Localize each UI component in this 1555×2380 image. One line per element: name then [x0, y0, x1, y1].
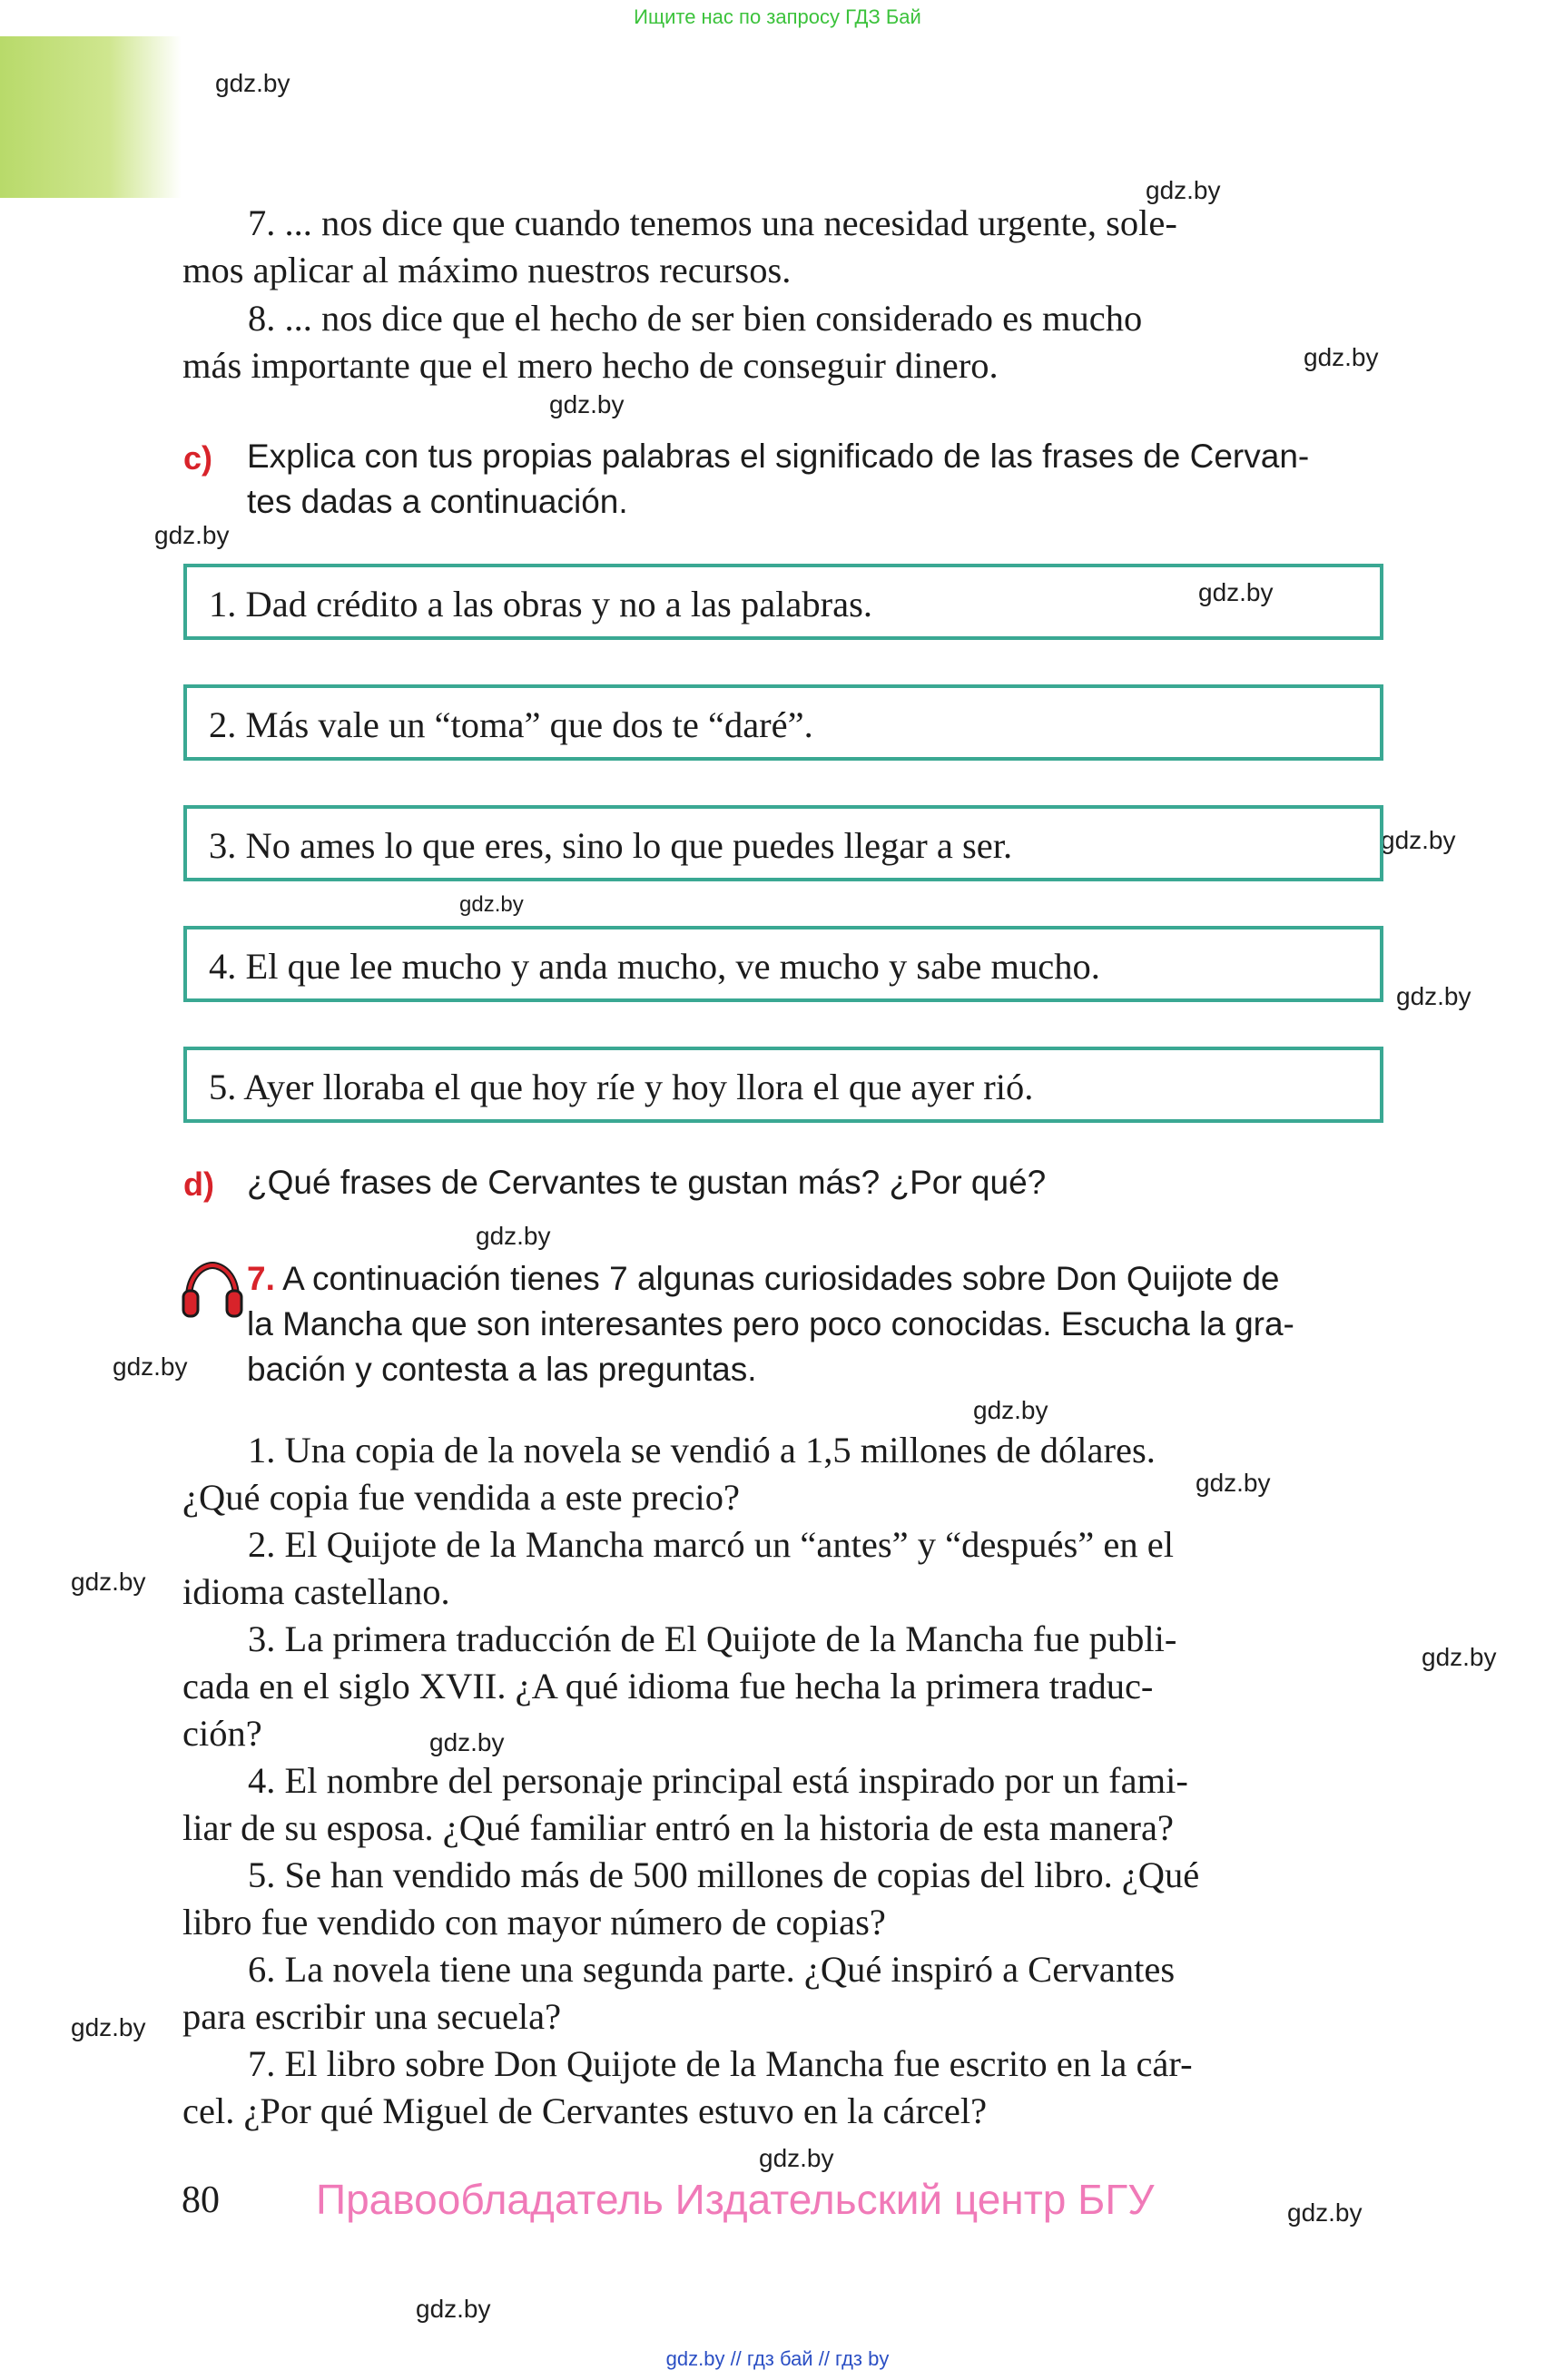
watermark: gdz.by	[476, 1222, 551, 1250]
statement-8	[182, 295, 1383, 389]
instruction-line	[247, 1256, 1383, 1302]
question-5	[182, 1852, 1383, 1946]
watermark: gdz.by	[429, 1728, 505, 1756]
page-number: 80	[182, 2179, 220, 2221]
question-line: ¿Qué copia fue vendida a este precio?	[182, 1477, 740, 1518]
question-line: 1. Una copia de la novela se vendió a 1,5 millones de dólares.	[248, 1430, 1156, 1470]
quote-text: 3. No ames lo que eres, sino lo que puedes llegar a ser.	[209, 825, 1013, 866]
instruction-line: la Mancha que son interesantes pero poco conocidas. Escucha la gra-	[247, 1305, 1294, 1342]
watermark: gdz.by	[459, 892, 524, 917]
watermark: gdz.by	[1146, 176, 1221, 204]
question-line: 5. Se han vendido más de 500 millones de copias del libro. ¿Qué	[248, 1854, 1200, 1895]
question-2	[182, 1521, 1383, 1616]
rights-holder: Правообладатель Издательский центр БГУ	[316, 2176, 1155, 2223]
question-line: libro fue vendido con mayor número de copias?	[182, 1902, 886, 1942]
task-d-letter: d)	[183, 1165, 214, 1203]
watermark: gdz.by	[215, 69, 290, 97]
question-line: 3. La primera traducción de El Quijote de la Mancha fue publi-	[248, 1618, 1177, 1659]
question-7	[182, 2041, 1383, 2135]
instruction-text: A continuación tienes 7 algunas curiosidades sobre Don Quijote de	[282, 1260, 1280, 1297]
watermark: gdz.by	[973, 1396, 1048, 1424]
top-search-note: Ищите нас по запросу ГДЗ Бай	[634, 5, 921, 28]
watermark: gdz.by	[1287, 2198, 1363, 2227]
quote-box	[183, 926, 1383, 1002]
watermark: gdz.by	[71, 1568, 146, 1596]
question-line: cel. ¿Por qué Miguel de Cervantes estuvo en la cárcel?	[182, 2090, 988, 2131]
watermark: gdz.by	[154, 521, 230, 549]
question-6	[182, 1946, 1383, 2041]
quote-box	[183, 1047, 1383, 1123]
watermark: gdz.by	[113, 1352, 188, 1381]
question-line: 2. El Quijote de la Mancha marcó un “antes” y “después” en el	[248, 1524, 1174, 1565]
task-7-number: 7.	[247, 1260, 275, 1297]
statement-line: más importante que el mero hecho de conseguir dinero.	[182, 345, 999, 386]
watermark: gdz.by	[1196, 1469, 1271, 1497]
instruction-line: bación y contesta a las preguntas.	[247, 1351, 757, 1388]
watermark: gdz.by	[549, 390, 625, 418]
statement-line: 8. ... nos dice que el hecho de ser bien considerado es mucho	[248, 298, 1143, 339]
quote-text: 1. Dad crédito a las obras y no a las palabras.	[209, 584, 872, 625]
quote-text: 2. Más vale un “toma” que dos te “daré”.	[209, 704, 813, 745]
question-3	[182, 1616, 1383, 1757]
instruction-line: Explica con tus propias palabras el significado de las frases de Cervan-	[247, 438, 1310, 475]
statement-7	[182, 200, 1383, 294]
question-4	[182, 1757, 1383, 1852]
task-c-letter: c)	[183, 439, 213, 477]
watermark: gdz.by	[1422, 1643, 1497, 1671]
watermark: gdz.by	[759, 2144, 834, 2172]
watermark: gdz.by	[1396, 982, 1471, 1010]
quote-box	[183, 805, 1383, 881]
watermark: gdz.by	[71, 2013, 146, 2041]
headphones-icon	[182, 1262, 243, 1318]
question-1	[182, 1427, 1383, 1521]
question-line: ción?	[182, 1713, 262, 1754]
quote-text: 4. El que lee mucho y anda mucho, ve mucho y sabe mucho.	[209, 946, 1100, 987]
task-7-instruction	[247, 1256, 1383, 1392]
statement-line: 7. ... nos dice que cuando tenemos una necesidad urgente, sole-	[248, 202, 1177, 243]
question-line: 7. El libro sobre Don Quijote de la Mancha fue escrito en la cár-	[248, 2043, 1193, 2084]
question-line: liar de su esposa. ¿Qué familiar entró en la historia de esta manera?	[182, 1807, 1174, 1848]
question-line: para escribir una secuela?	[182, 1996, 562, 2037]
question-line: 6. La novela tiene una segunda parte. ¿Qué inspiró a Cervantes	[248, 1949, 1176, 1990]
task-d-question: ¿Qué frases de Cervantes te gustan más? ¿Por qué?	[247, 1164, 1047, 1201]
question-line: cada en el siglo XVII. ¿A qué idioma fue hecha la primera traduc-	[182, 1666, 1154, 1706]
question-line: idioma castellano.	[182, 1571, 450, 1612]
watermark: gdz.by	[1198, 578, 1274, 606]
watermark: gdz.by	[1304, 343, 1379, 371]
page-corner-tab	[0, 36, 182, 198]
watermark: gdz.by	[416, 2295, 491, 2323]
quote-box	[183, 564, 1383, 640]
watermark: gdz.by	[1381, 826, 1456, 854]
instruction-line: tes dadas a continuación.	[247, 483, 628, 520]
question-line: 4. El nombre del personaje principal está inspirado por un fami-	[248, 1760, 1188, 1801]
task-c-instruction	[247, 434, 1383, 525]
quote-box	[183, 684, 1383, 761]
footer-links[interactable]: gdz.by // гдз бай // гдз by	[665, 2347, 890, 2370]
quote-text: 5. Ayer lloraba el que hoy ríe y hoy llora el que ayer rió.	[209, 1067, 1034, 1107]
statement-line: mos aplicar al máximo nuestros recursos.	[182, 250, 792, 290]
